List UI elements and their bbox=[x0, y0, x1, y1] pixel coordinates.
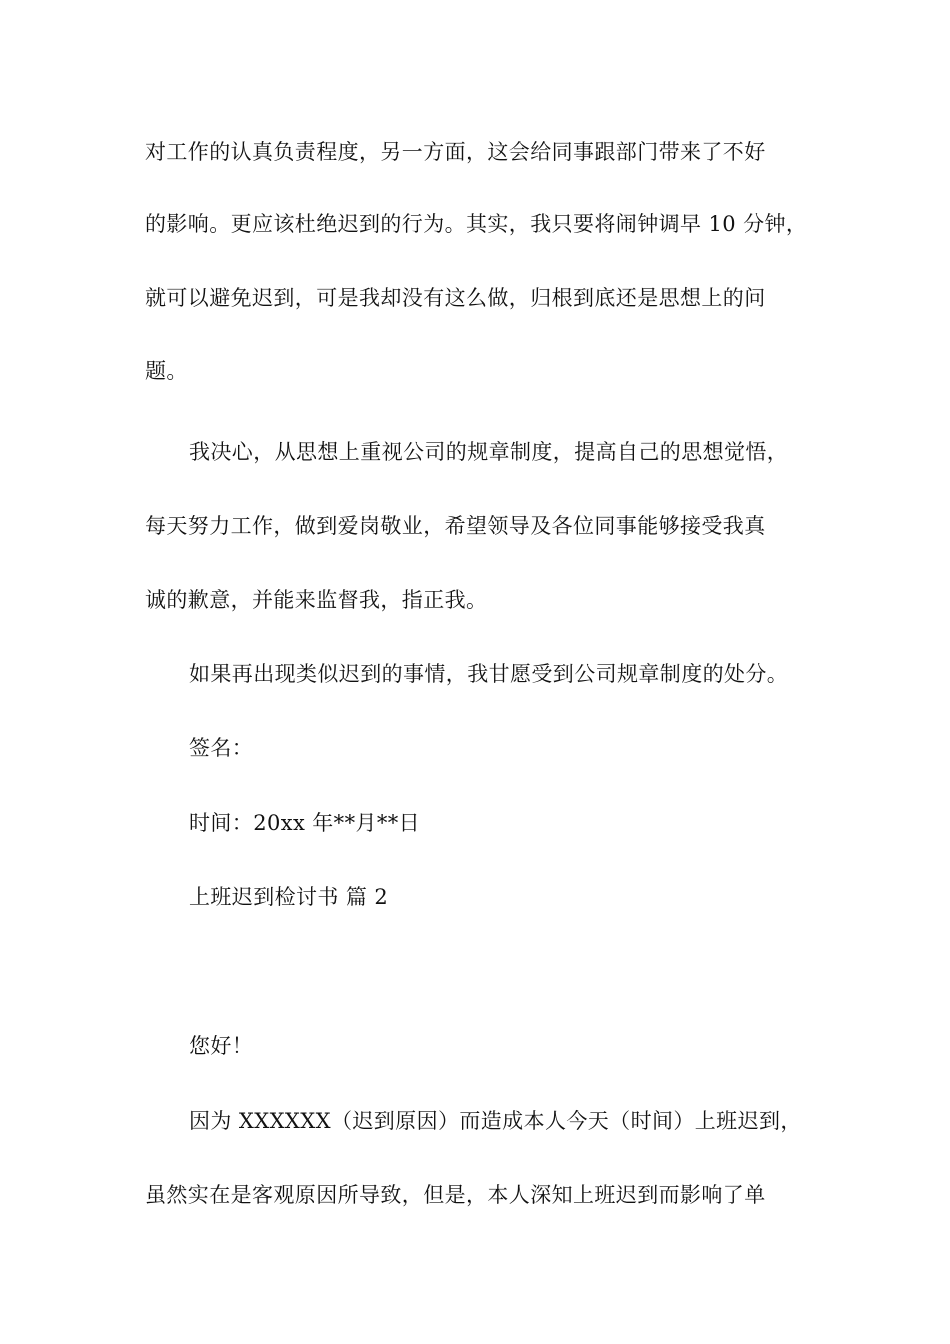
paragraph-line: 因为 XXXXXX（迟到原因）而造成本人今天（时间）上班迟到， bbox=[189, 1109, 802, 1133]
paragraph-line: 对工作的认真负责程度，另一方面，这会给同事跟部门带来了不好 bbox=[145, 140, 766, 164]
paragraph-line: 诚的歉意，并能来监督我，指正我。 bbox=[145, 588, 488, 612]
paragraph-line: 每天努力工作，做到爱岗敬业，希望领导及各位同事能够接受我真 bbox=[145, 514, 766, 538]
date-line: 时间：20xx 年**月**日 bbox=[189, 811, 421, 835]
signature-label: 签名： bbox=[189, 736, 254, 760]
paragraph-line: 虽然实在是客观原因所导致，但是，本人深知上班迟到而影响了单 bbox=[145, 1183, 766, 1207]
paragraph-line: 我决心，从思想上重视公司的规章制度，提高自己的思想觉悟， bbox=[189, 440, 789, 464]
paragraph-line: 题。 bbox=[145, 359, 188, 383]
paragraph-line: 就可以避免迟到，可是我却没有这么做，归根到底还是思想上的问 bbox=[145, 286, 766, 310]
greeting: 您好！ bbox=[189, 1034, 254, 1058]
paragraph-line: 如果再出现类似迟到的事情，我甘愿受到公司规章制度的处分。 bbox=[189, 662, 789, 686]
section-heading: 上班迟到检讨书 篇 2 bbox=[189, 885, 389, 909]
paragraph-line: 的影响。更应该杜绝迟到的行为。其实，我只要将闹钟调早 10 分钟， bbox=[145, 212, 808, 236]
